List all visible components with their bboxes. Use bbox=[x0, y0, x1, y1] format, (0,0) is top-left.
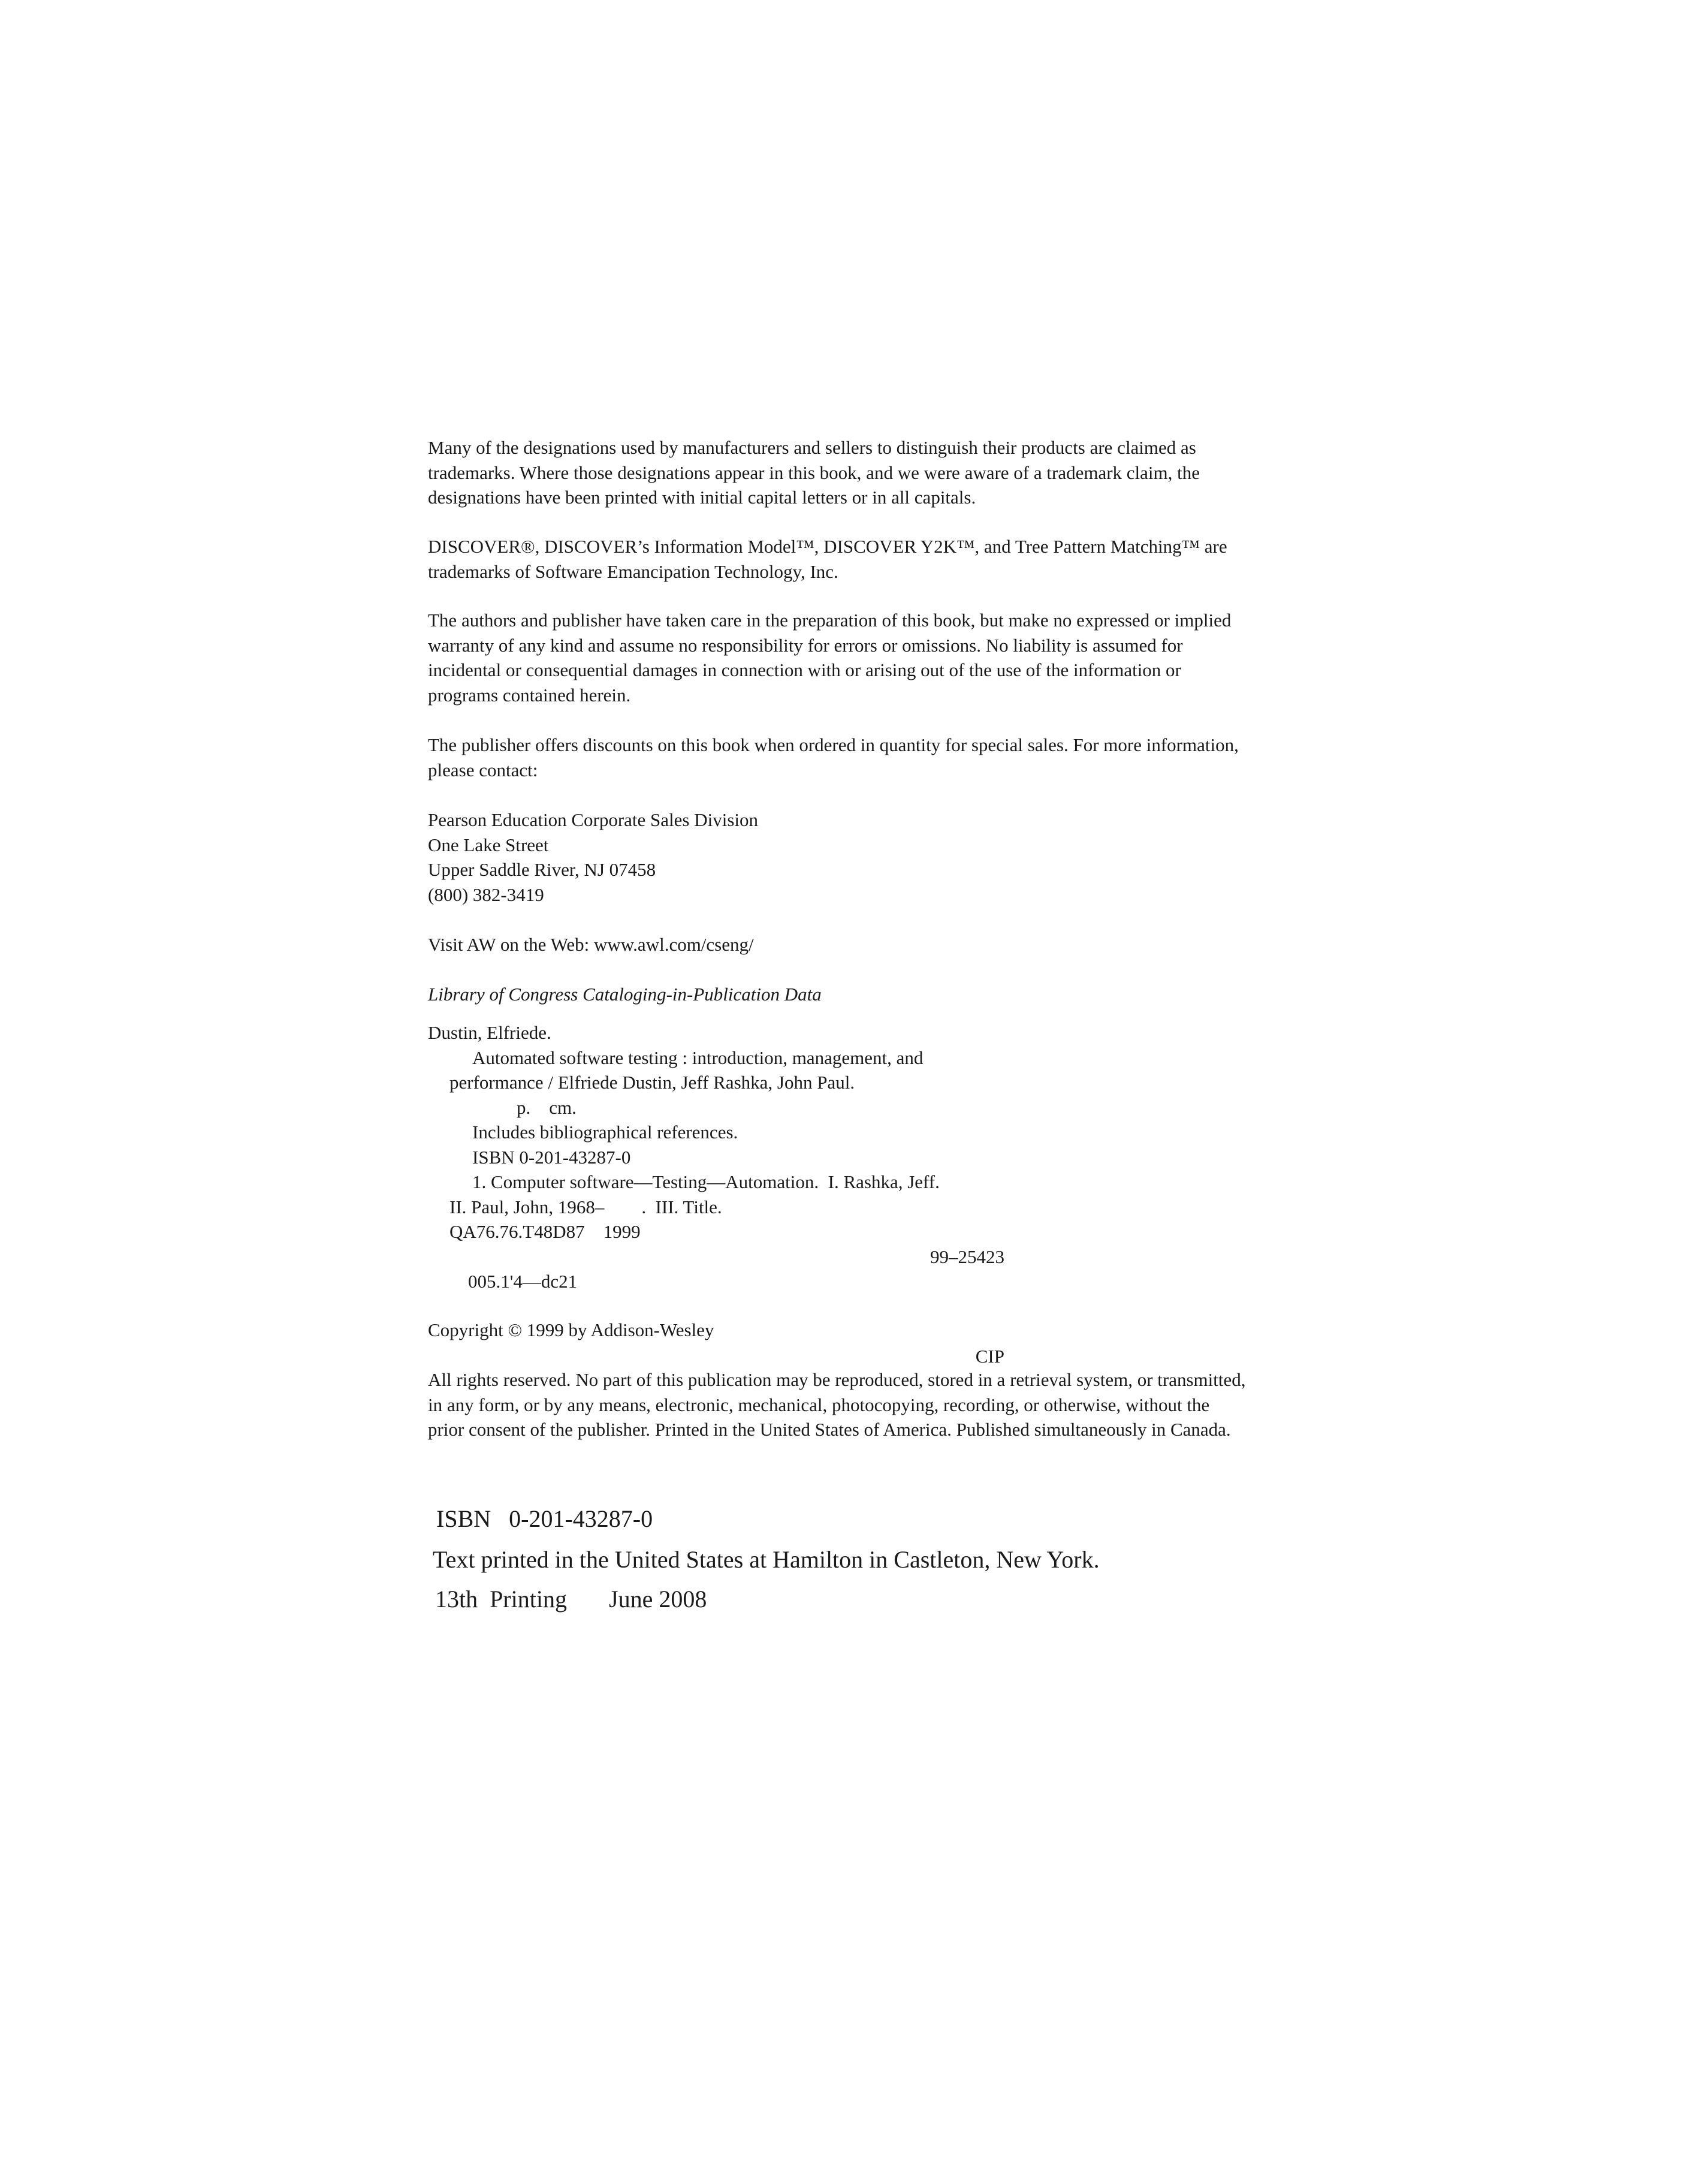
trademark-notice-line: designations have been printed with initial capital letters or in all capitals. bbox=[428, 487, 976, 508]
discounts-line: please contact: bbox=[428, 759, 538, 780]
printing-location: Text printed in the United States at Hamilton in Castleton, New York. bbox=[433, 1546, 1100, 1573]
cip-bibliography: Includes bibliographical references. bbox=[472, 1122, 738, 1143]
cip-lccn: 99–25423 bbox=[930, 1246, 1004, 1267]
cip-author: Dustin, Elfriede. bbox=[428, 1022, 551, 1043]
cip-subjects-line: II. Paul, John, 1968– . III. Title. bbox=[449, 1196, 722, 1217]
cip-isbn: ISBN 0-201-43287-0 bbox=[472, 1146, 631, 1168]
cip-title-line: performance / Elfriede Dustin, Jeff Rashka, John Paul. bbox=[449, 1072, 855, 1093]
copyright-text: Copyright © 1999 by Addison-Wesley bbox=[428, 1319, 714, 1340]
cip-heading: Library of Congress Cataloging-in-Publication Data bbox=[428, 984, 822, 1005]
rights-line: prior consent of the publisher. Printed in the United States of America. Published simultaneously in Canada. bbox=[428, 1419, 1231, 1440]
cip-subjects-line: 1. Computer software—Testing—Automation. I. Rashka, Jeff. bbox=[472, 1171, 940, 1192]
discover-trademarks bbox=[428, 534, 1363, 584]
discover-trademarks-line: trademarks of Software Emancipation Technology, Inc. bbox=[428, 560, 838, 582]
printing-isbn: ISBN 0-201-43287-0 bbox=[436, 1505, 653, 1532]
cip-pages: p. cm. bbox=[517, 1096, 577, 1118]
rights-line: All rights reserved. No part of this publication may be reproduced, stored in a retrieval system, or transmitted, bbox=[428, 1369, 1246, 1390]
cip-label: CIP bbox=[975, 1345, 1004, 1367]
web-visit bbox=[428, 932, 1363, 957]
warranty-line: The authors and publisher have taken care in the preparation of this book, but make no expressed or implied bbox=[428, 610, 1232, 631]
cip-title-line: Automated software testing : introduction, management, and bbox=[472, 1047, 924, 1068]
discounts-notice bbox=[428, 733, 1363, 782]
sales-contact bbox=[428, 807, 1363, 907]
sales-division: Pearson Education Corporate Sales Division bbox=[428, 809, 759, 830]
sales-city: Upper Saddle River, NJ 07458 bbox=[428, 859, 656, 880]
discounts-line: The publisher offers discounts on this book when ordered in quantity for special sales. For more information, bbox=[428, 734, 1239, 755]
discover-trademarks-line: DISCOVER®, DISCOVER’s Information Model™, DISCOVER Y2K™, and Tree Pattern Matching™ are bbox=[428, 536, 1227, 557]
warranty-disclaimer bbox=[428, 608, 1363, 707]
warranty-line: programs contained herein. bbox=[428, 684, 631, 706]
cip-lc-class: QA76.76.T48D87 1999 bbox=[449, 1221, 641, 1242]
trademark-notice-line: trademarks. Where those designations appear in this book, and we were aware of a trademark claim, the bbox=[428, 462, 1200, 483]
rights-notice bbox=[428, 1367, 1363, 1442]
trademark-notice-line: Many of the designations used by manufacturers and sellers to distinguish their products are claimed as bbox=[428, 437, 1196, 458]
warranty-line: incidental or consequential damages in connection with or arising out of the use of the information or bbox=[428, 659, 1181, 680]
sales-street: One Lake Street bbox=[428, 834, 549, 855]
cip-data bbox=[428, 1020, 1363, 1369]
rights-line: in any form, or by any means, electronic, mechanical, photocopying, recording, or otherwise, without the bbox=[428, 1394, 1210, 1415]
cip-heading-block bbox=[428, 982, 1363, 1007]
cip-dewey: 005.1'4—dc21 bbox=[468, 1271, 578, 1292]
sales-phone: (800) 382-3419 bbox=[428, 884, 544, 905]
web-visit-text: Visit AW on the Web: www.awl.com/cseng/ bbox=[428, 934, 754, 955]
copyright-block bbox=[428, 1318, 1363, 1343]
warranty-line: warranty of any kind and assume no responsibility for errors or omissions. No liability is assumed for bbox=[428, 634, 1183, 656]
printing-edition: 13th Printing June 2008 bbox=[435, 1586, 707, 1613]
trademark-notice bbox=[428, 435, 1363, 510]
